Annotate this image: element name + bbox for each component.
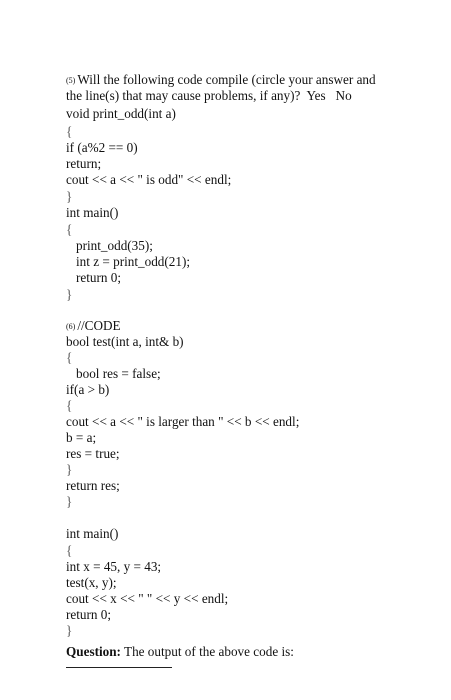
code-brace: { [66,543,73,558]
question-label: Question: [66,644,121,659]
q5-prompt-line-1 [66,72,376,88]
code-line: res = true; [66,446,120,461]
code-line: return res; [66,478,120,493]
code-brace: } [66,287,73,302]
code-line: print_odd(35); [76,238,153,253]
code-brace: { [66,350,73,365]
code-line: return 0; [76,270,122,285]
code-brace: } [66,623,73,638]
code-brace: { [66,124,73,139]
question-line [66,644,294,659]
code-brace: } [66,462,73,477]
code-line: int main() [66,526,119,541]
code-line: return; [66,156,102,171]
code-brace: { [66,398,73,413]
code-brace: } [66,494,73,509]
code-brace: } [66,189,73,204]
code-line: if (a%2 == 0) [66,140,138,155]
code-line: int z = print_odd(21); [76,254,191,269]
q5-prompt-text-1: Will the following code compile (circle your answer and [77,72,376,87]
code-line: int x = 45, y = 43; [66,559,162,574]
q6-number: (6) [66,322,76,331]
code-line: b = a; [66,430,97,445]
code-line: bool test(int a, int& b) [66,334,184,349]
question-text: The output of the above code is: [120,644,294,659]
code-line: cout << x << " " << y << endl; [66,591,229,606]
code-line: if(a > b) [66,382,110,397]
q5-number: (5) [66,76,76,85]
answer-blank-line [66,667,172,668]
code-line: cout << a << " is odd" << endl; [66,172,232,187]
code-line: bool res = false; [76,366,161,381]
q5-prompt-line-2: the line(s) that may cause problems, if any)? Yes No [66,88,352,103]
q6-header-line [66,318,121,334]
code-brace: { [66,222,73,237]
code-line: void print_odd(int a) [66,106,176,121]
code-line: int main() [66,205,119,220]
q6-header: //CODE [77,318,121,333]
code-line: return 0; [66,607,112,622]
code-line: test(x, y); [66,575,117,590]
code-line: cout << a << " is larger than " << b << endl; [66,414,300,429]
